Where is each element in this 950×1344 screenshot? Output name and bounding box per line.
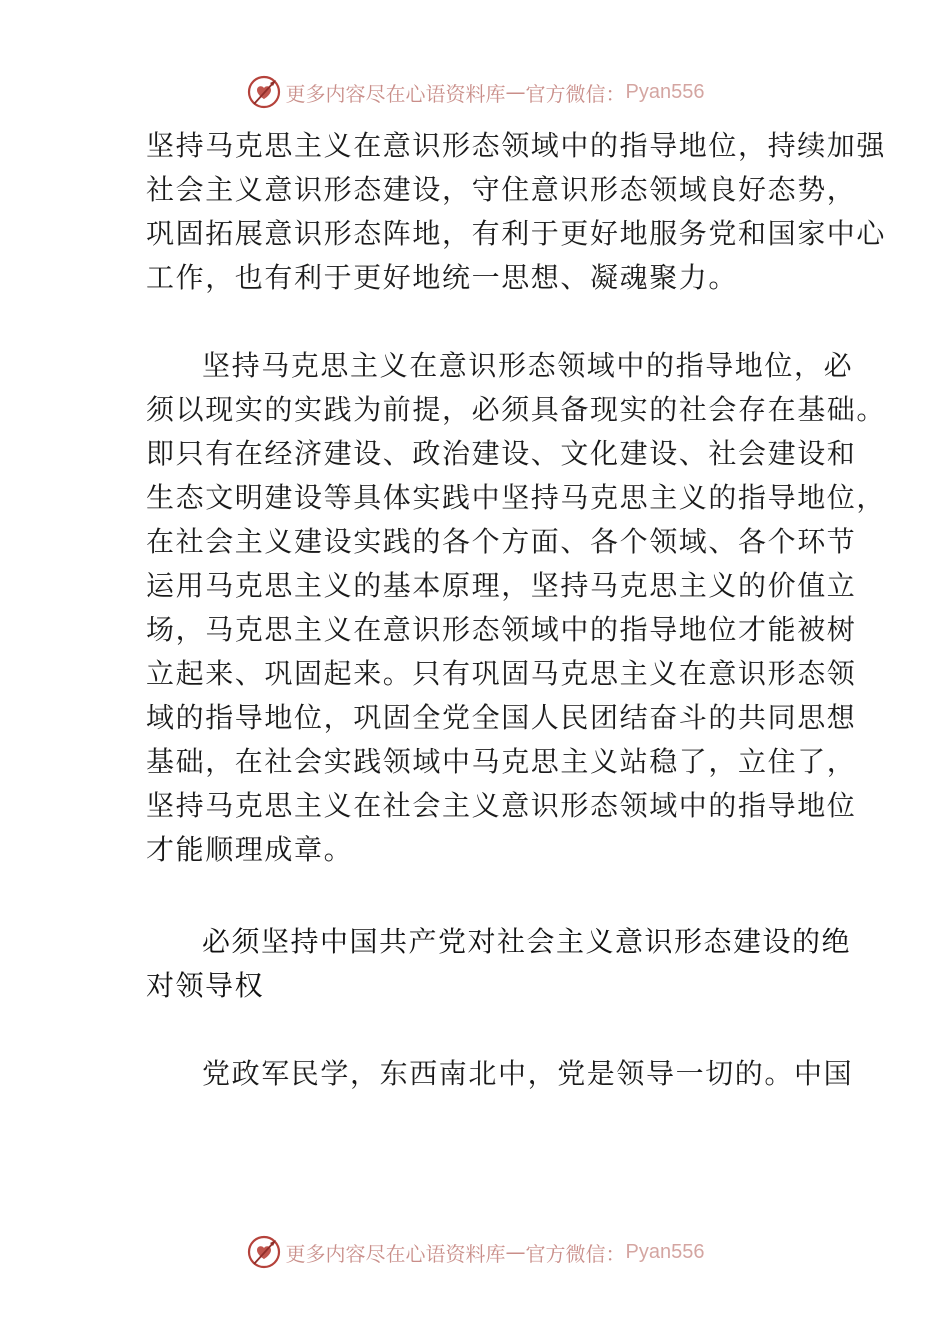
header-site-name: 更多内容尽在心语资料库	[285, 81, 506, 106]
text-line: 在社会主义建设实践的各个方面、各个领域、各个环节	[146, 525, 857, 558]
text-line: 须以现实的实践为前提，必须具备现实的社会存在基础。	[146, 393, 887, 426]
paragraph-2	[146, 344, 887, 872]
footer-wechat-account: Pyan556	[625, 1240, 705, 1263]
footer-site-name: 更多内容尽在心语资料库	[285, 1241, 506, 1266]
footer-wechat-label: 官方微信：	[525, 1241, 626, 1266]
heart-quill-logo-icon	[246, 74, 282, 110]
document-body	[146, 124, 887, 1096]
text-line: 域的指导地位，巩固全党全国人民团结奋斗的共同思想	[146, 701, 857, 734]
text-line: 工作，也有利于更好地统一思想、凝魂聚力。	[146, 261, 739, 294]
heart-quill-logo-icon	[246, 1234, 282, 1270]
heading-line: 必须坚持中国共产党对社会主义意识形态建设的绝	[202, 925, 852, 958]
text-line: 生态文明建设等具体实践中坚持马克思主义的指导地位，	[146, 481, 887, 514]
header-wechat-label: 官方微信：	[525, 81, 626, 106]
text-line: 坚持马克思主义在意识形态领域中的指导地位，持续加强	[146, 129, 887, 162]
text-line: 基础，在社会实践领域中马克思主义站稳了，立住了，	[146, 745, 857, 778]
footer-dash: —	[505, 1240, 526, 1264]
header-wechat-account: Pyan556	[625, 80, 705, 103]
text-line: 坚持马克思主义在社会主义意识形态领域中的指导地位	[146, 789, 857, 822]
heading-line: 对领导权	[146, 969, 265, 1002]
text-line: 立起来、巩固起来。只有巩固马克思主义在意识形态领	[146, 657, 857, 690]
text-line: 党政军民学，东西南北中，党是领导一切的。中国	[202, 1057, 854, 1090]
paragraph-3	[146, 1052, 854, 1096]
text-line: 巩固拓展意识形态阵地，有利于更好地服务党和国家中心	[146, 217, 887, 250]
footer-banner	[0, 1232, 950, 1272]
text-line: 即只有在经济建设、政治建设、文化建设、社会建设和	[146, 437, 857, 470]
text-line: 才能顺理成章。	[146, 833, 354, 866]
text-line: 坚持马克思主义在意识形态领域中的指导地位，必	[202, 349, 854, 382]
header-dash: —	[505, 80, 526, 104]
header-banner	[0, 72, 950, 112]
section-heading	[146, 920, 852, 1008]
text-line: 运用马克思主义的基本原理，坚持马克思主义的价值立	[146, 569, 857, 602]
text-line: 场，马克思主义在意识形态领域中的指导地位才能被树	[146, 613, 857, 646]
paragraph-1	[146, 124, 887, 300]
text-line: 社会主义意识形态建设，守住意识形态领域良好态势，	[146, 173, 857, 206]
